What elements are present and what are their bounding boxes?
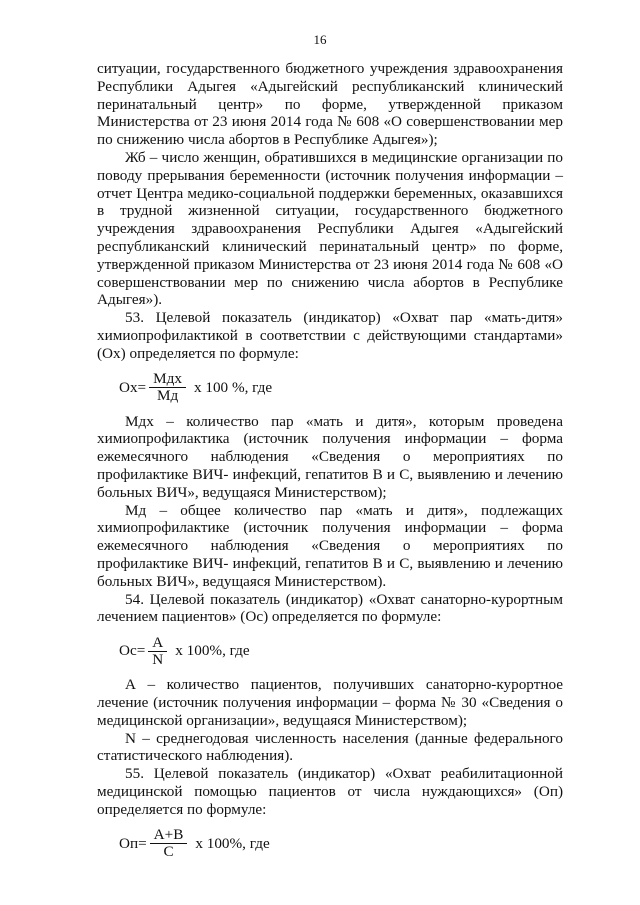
formula-ox-numerator: Мдх: [149, 371, 186, 388]
formula-os-denominator: N: [152, 650, 164, 668]
formula-op-numerator: А+В: [150, 827, 188, 844]
formula-ox: [119, 369, 563, 407]
formula-ox-denominator: Мд: [156, 387, 179, 405]
formula-op-fraction: [150, 827, 188, 860]
formula-os-tail: х 100%, где: [175, 642, 250, 660]
formula-op-tail: х 100%, где: [195, 834, 270, 852]
formula-os-numerator: А: [148, 635, 167, 652]
formula-op-lhs: Оп=: [119, 834, 147, 852]
paragraph-8: N – среднегодовая численность населения (данные федерального статистического наблюдения).: [97, 729, 563, 765]
formula-os: [119, 632, 563, 670]
formula-os-fraction: [148, 635, 167, 668]
formula-ox-lhs: Ох=: [119, 378, 147, 396]
formula-os-lhs: Ос=: [119, 642, 146, 660]
paragraph-2: Жб – число женщин, обратившихся в медицинские организации по поводу прерывания беременности (источник получения информации – отчет Центра медико-социальной поддержки беременных, оказавшихся в трудной жизненной ситуации, государственного бюджетного учреждения здравоохранения Республики Адыгея «Адыгейский республиканский клинический перинатальный центр» по форме, утвержденной приказом Министерства от 23 июня 2014 года № 608 «О совершенствовании мер по снижению числа абортов в Республике Адыгея»).: [97, 148, 563, 309]
paragraph-9: 55. Целевой показатель (индикатор) «Охват реабилитационной медицинской помощью пациентов от числа нуждающихся» (Оп) определяется по формуле:: [97, 765, 563, 818]
paragraph-4: Мдх – количество пар «мать и дитя», которым проведена химиопрофилактика (источник получения информации – форма ежемесячного наблюдения «Сведения о мероприятиях по профилактике ВИЧ- инфекций, гепатитов В и С, выявлению и лечению больных ВИЧ», ведущаяся Министерством);: [97, 412, 563, 501]
formula-op-denominator: С: [163, 842, 174, 860]
paragraph-6: 54. Целевой показатель (индикатор) «Охват санаторно-курортным лечением пациентов» (Ос) определяется по формуле:: [97, 590, 563, 626]
formula-ox-tail: х 100 %, где: [193, 378, 273, 396]
formula-op: [119, 824, 563, 862]
page-number: 16: [313, 32, 327, 47]
paragraph-3: 53. Целевой показатель (индикатор) «Охват пар «мать-дитя» химиопрофилактикой в соответствии с действующими стандартами» (Ох) определяется по формуле:: [97, 309, 563, 362]
document-body: [97, 60, 563, 868]
paragraph-1: ситуации, государственного бюджетного учреждения здравоохранения Республики Адыгея «Адыгейский республиканский клинический перинатальный центр» по форме, утвержденной приказом Министерства от 23 июня 2014 года № 608 «О совершенствовании мер по снижению числа абортов в Республике Адыгея»);: [97, 60, 563, 149]
paragraph-7: А – количество пациентов, получивших санаторно-курортное лечение (источник получения информации – форма № 30 «Сведения о медицинской организации», ведущаяся Министерством);: [97, 676, 563, 729]
formula-ox-fraction: [149, 371, 186, 404]
paragraph-5: Мд – общее количество пар «мать и дитя», подлежащих химиопрофилактике (источник получения информации – форма ежемесячного наблюдения «Сведения о мероприятиях по профилактике ВИЧ- инфекций, гепатитов В и С, выявлению и лечению больных ВИЧ», ведущаяся Министерством).: [97, 501, 563, 590]
